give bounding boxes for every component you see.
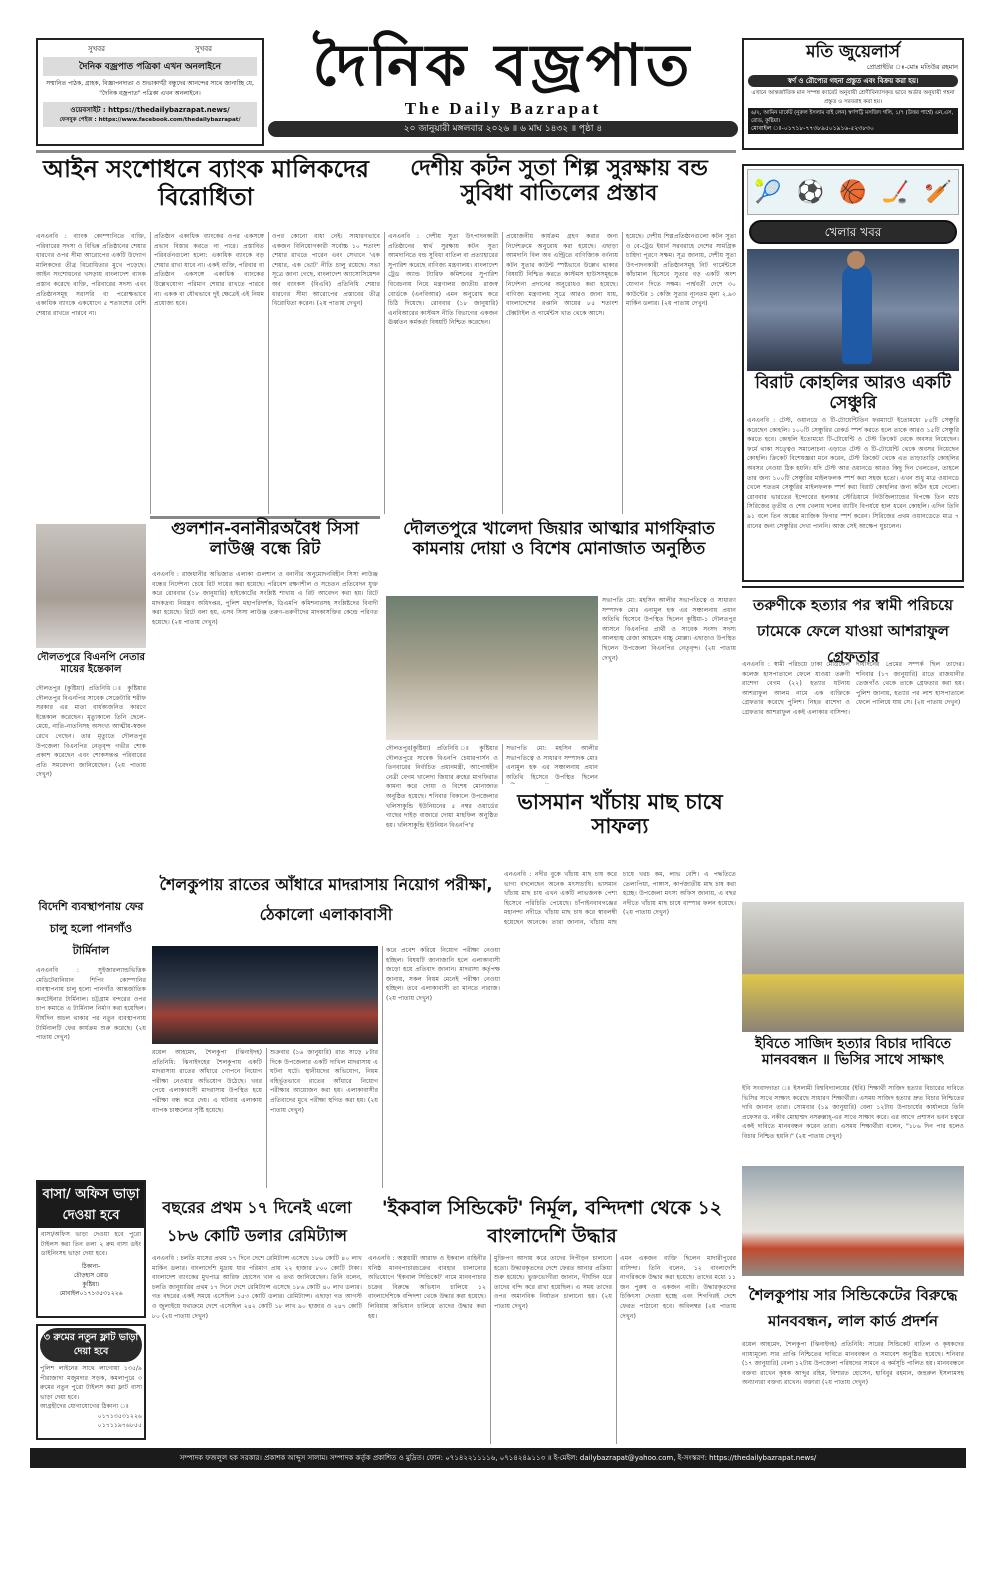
good-news-label-right: সুখবর <box>195 45 212 53</box>
flat-rent-title: ৩ রুমের নতুন ফ্লাট ভাড়া দেয়া হবে <box>40 1328 142 1362</box>
online-notice-headline: দৈনিক বজ্রপাত পত্রিকা এখন অনলাইনে <box>43 57 257 76</box>
facebook-link[interactable]: ফেসবুক পেইজ : https://www.facebook.com/thedailybazrapat/ <box>59 117 241 123</box>
madrasa-body-col3: করে প্রবেশ করিয়ে নিয়োগ পরীক্ষা নেওয়া হচ্ছিল। বিষয়টি জানাজানি হলে এলাকাবাসী জড়ো হয়ে প্রতিবাদ জানান। মাদরাসা কর্তৃপক্ষ জানায়, সকল নিয়ম মেনেই পরীক্ষা নেওয়া হচ্ছিল। তবে এলাকাবাসী তা মানতে নারাজ। (২য় পাতায় দেখুন) <box>382 946 500 1188</box>
rent-office-mobile: মোবাইল০১৭১৩৫৩১২২৬ <box>59 1290 123 1297</box>
bank-body-col1: এনএনবি : ব্যাংক কোম্পানিতে ব্যক্তি, পরিবারের সদস্য ও বিভিন্ন প্রতিষ্ঠানের শেয়ার ধারণের ওপর সীমা আরোপের একটি উদ্যোগ মালিকদের তীব্র বিরোধিতার মুখে পড়েছে। আইন সংশোধনের খসড়ায় বাংলাদেশ ব্যাংক প্রস্তাব করেছে ব্যক্তি, পরিবারের সদস্য এবং প্রতিষ্ঠানসমূহ সরাসরি বা পরোক্ষভাবে একাধিক ব্যাংকে একযোগে ৫ শতাংশের বেশি শেয়ার রাখতে পারবে না। <box>36 233 146 317</box>
flat-rent-ad <box>36 1324 146 1440</box>
flat-rent-phone-2: ০১৭১১৯৭৬৮৫৫ <box>97 1422 142 1430</box>
remittance-headline: বছরের প্রথম ১৭ দিনেই এলো ১৮৬ কোটি ডলার রেমিট্যান্স <box>162 1198 352 1245</box>
flat-rent-body: পুলিশ লাইনের সাথে লাগোয়া ১৩৫/৯ পীরাজাদা মজুমদার সড়ক, কমলাপুরে ৩ রুমের নতুন পুরো টাইলস করা ফ্লাট বাসা ভাড়া দেয়া হবে। <box>40 1365 142 1401</box>
murder-body: এনএনবি : স্বামী পরিচয়ে ঢাকা মেডিকেল কলেজ হাসপাতালে ফেলে যাওয়া তরুণী রাশেদা বেগম (২২) হত্যার ঘটনায় আশরাফুল আলম নামে এক ব্যক্তিকে গ্রেফতার করেছে পুলিশ। নিহত রাশেদা ও গ্রেফতার আশরাফুল একই এলাকার বাসিন্দা। দীর্ঘদিনের প্রেমের সম্পর্ক ছিল তাদের। শনিবার (১৭ জানুয়ারি) রাতে রাজধানীর তেজগাঁও থেকে তাকে গ্রেফতার করা হয়। পুলিশ জানায়, হত্যার পর লাশ হাসপাতালে ফেলে পালিয়ে যায় সে। (২য় পাতায় দেখুন) <box>742 661 964 716</box>
footer-imprint: সম্পাদক ফজলুল হক সরকার। প্রকাশক আব্দুস সালাম। সম্পাদক কর্তৃক প্রকাশিত ও মুদ্রিত। ফোন: ০৭১৪২২১১১১৬, ০৭১৪২৪৯১১৩ ॥ ই-মেইল: dailybazrapat@yahoo.com, ই-সংস্করণ: https://thedailybazrapat.news/ <box>179 1454 817 1462</box>
website-link[interactable]: ওয়েবসাইট : https://thedailybazrapat.news/ <box>70 106 230 114</box>
kohli-photo <box>747 249 959 371</box>
protest-photo-ib <box>742 902 964 1032</box>
doa-body-col1: দৌলতপুর(কুষ্টিয়া) প্রতিনিধি ঃ কুষ্টিয়ার দৌলতপুরে সাবেক বিএনপি চেয়ারপার্সন ও তিনবারের নির্বাচিত প্রধানমন্ত্রী, আপোষহীন নেত্রী বেগম খালেদা জিয়ার রুহের মাগফিরাত কামনা করে দোয়া ও বিশেষ মোনাজাত অনুষ্ঠিত হয়েছে। শনিবার বিকালে উপজেলার খলিসাকুন্ডি ইউনিয়নের ৫ নম্বর ওয়ার্ডের গাছের দাইড় বাজারে দোয়া মাহফিল অনুষ্ঠিত হয়। খলিসাকুন্ডি ইউনিয়ন বিএনপি'র <box>386 745 498 829</box>
bank-body-col3: ওপর কোনো বাধা নেই। সাধারণভাবে একজন বিনিয়োগকারী সর্বোচ্চ ১০ শতাংশ শেয়ার রাখতে পারেন এবং সেখানে 'এক শেয়ার, এক ভোট' নীতি চালু রয়েছে। সভা সূত্রে জানা গেছে, বাংলাদেশ অ্যাসোসিয়েশন অব ব্যাংকস (বিএবি) প্রতিনিধি শেয়ার ধারণের সীমা আরোপের প্রস্তাবের তীব্র বিরোধিতা করেন। (২য় পাতায় দেখুন) <box>268 232 380 514</box>
cotton-headline: দেশীয় কটন সুতা শিল্প সুরক্ষায় বন্ড সুবিধা বাতিলের প্রস্তাব <box>410 156 708 207</box>
panama-headline: বিদেশি ব্যবস্থাপনায় ফের চালু হলো পানগাঁও টার্মিনাল <box>38 900 144 957</box>
iqbal-body-col3: এমন একজন ব্যক্তি ছিলেন মাদারীপুরের বাসিন্দা। তিনি বলেন, ১২ বাংলাদেশি নাগরিককে উদ্ধার করা হয়েছে। তাদের মধ্যে ১১ জন পুরুষ ও একজন নারী। উদ্ধারকৃতদের চিকিৎসা দেওয়া হচ্ছে এবং শিগগিরই দেশে ফেরত পাঠানো হবে। অবিলম্বর (২য় পাতায় দেখুন) <box>616 1254 736 1444</box>
jewellers-body: এখানে আন্তর্জাতিক মান সম্পন্ন ক্যারেট অনুযায়ী শ্রেণীবিন্যাসকৃত ভাবে অর্ডার অনুযায়ী গহনা প্রস্তুত ও সরবরাহ করা হয়। <box>751 90 955 105</box>
ivc-body: ইবি সংবাদদাতা ঃ ইসলামী বিশ্ববিদ্যালয়ের (ইবি) শিক্ষার্থী সাজিদ হত্যার বিচারের দাবিতে ভিসির সাথে সাক্ষাৎ করেছে সাধারণ শিক্ষার্থীরা। এসময় সাজিদ হত্যার দ্রুত বিচার নিশ্চিতের দাবি জানান তারা। সোমবার (১৯ জানুয়ারি) বেলা ১২টায় উপাচার্যের কার্যালয়ে তিনি প্রফেসর ড. নকীব মোহাম্মদ নসরুল্লাহ্-এর সাথে সাক্ষাৎ করে। এর আগে প্রশাসন ভবন চত্বরে একই দাবিতে মানববন্ধন করেন তারা। এসময় শিক্ষার্থীরা বলেন, "১৮৬ দিন পার হলেও বিচার নিশ্চিত হয়নি।" (২য় পাতায় দেখুন) <box>742 1085 964 1140</box>
doa-headline: দৌলতপুরে খালেদা জিয়ার আত্মার মাগফিরাত কামনায় দোয়া ও বিশেষ মোনাজাত অনুষ্ঠিত <box>403 519 715 559</box>
remittance-body: এনএনবি : চলতি মাসের প্রথম ১৭ দিনে দেশে রেমিট্যান্স এসেছে ১৮৬ কোটি ৪০ লাখ মার্কিন ডলার। বাংলাদেশি মুদ্রায় যার পরিমাণ প্রায় ২২ হাজার ৮০০ কোটি টাকা। বাংলাদেশ ব্যাংকের মুখপাত্র আরিফ হোসেন খান এ তথ্য জানিয়েছেন। তিনি বলেন, চলতি জানুয়ারির প্রথম ১৭ দিনে দেশে রেমিট্যান্স এসেছে ১৮৬ কোটি ৪০ লাখ ডলার। গত বছরের একই সময়ে এসেছিল ১৫৩ কোটি ডলার। রেমিট্যান্স। এছাড়া গত আগস্ট ও জুলাইয়ে যথাক্রমে দেশে এসেছিল ২৪২ কোটি ১৮ লাখ ৯০ হাজার ও ২৪৭ কোটি ৮০ (২য় পাতায় দেখুন) <box>152 1255 362 1320</box>
cotton-body-col1: এনএনবি : দেশীয় সুতা উৎপাদনকারী প্রতিষ্ঠানের স্বার্থ সুরক্ষায় কটন সুতা আমদানিতে বন্ড সুবিধা বাতিল বা প্রত্যাহারের সুপারিশ করেছে বাণিজ্য মন্ত্রণালয়। বাংলাদেশ ট্রেড অ্যান্ড ট্যারিফ কমিশনের সুপারিশ বিবেচনায় নিয়ে মন্ত্রণালয় জাতীয় রাজস্ব বোর্ডকে (এনবিআর) এমন অনুরোধ করে চিঠি দিয়েছে। রোববার (১৮ জানুয়ারি) এনবিআরের কাস্টমস নীতি বিভাগের একজন ঊর্ধ্বতন কর্মকর্তা বিষয়টি নিশ্চিত করেছেন। <box>384 232 498 514</box>
cotton-body-col2: প্রয়োজনীয় কার্যক্রম গ্রহণ করার জন্য নির্দেশক্রমে অনুরোধ করা হয়েছে। এছাড়া আমদানি বিল অব এন্ট্রিতে বাণিজ্যিক বর্ণনায় কটন সুতার কাউন্ট স্পষ্টভাবে উল্লেখ থাকার বিষয়টি নিশ্চিত করতে কাস্টমস হাউসসমূহকে নির্দেশনা প্রদানের অনুরোধও করা হয়েছে। বাণিজ্য মন্ত্রণালয় সূত্রে আরও জানা যায়, বাংলাদেশের রপ্তানি আয়ের ৮৫ শতাংশ টেক্সটাইল ও গার্মেন্টস খাত থেকে আসে। <box>502 232 618 514</box>
jewellers-name: মতি জুয়েলার্স <box>806 42 900 62</box>
tennis-icon: 🎾 <box>754 179 782 205</box>
ivc-headline: ইবিতে সাজিদ হত্যার বিচার দাবিতে মানববন্ধন ॥ ভিসির সাথে সাক্ষাৎ <box>754 1036 952 1069</box>
rent-office-body: বাসা/অফিস ভাড়া দেওয়া হবে পুরো টাইলস করা তিন তলা ২ রুম বাসা ডইং ডাইনিংসহ ভাড়া দেয়া হবে। <box>41 1231 141 1258</box>
jewellers-mobile: মোবাইল ঃ-০১৭১৮-৭৭৩৮৯৫০১৯১৬-৫২৩৮৩০ <box>751 125 874 132</box>
jewellers-address: ৬/২, আমিন মার্কেট (নুরুল ইসলাম বাই লেন) স্বর্ণপট্টি মসজিদ গলি, ১/৭ (উত্তর পার্শ্বে) এন,এস, রোড, কুষ্টিয়া। <box>751 110 954 124</box>
online-notice-box <box>36 38 264 146</box>
masthead-title-bn: দৈনিক বজ্রপাত <box>312 31 694 99</box>
jewellers-proprietor: প্রোপ্রাইটর ঃ-মোঃ মতিউর রহমান <box>866 63 958 71</box>
doa-body-col2: সভাপতি মো: মহসিন আলীর সভাপতিত্বে ও সাধারণ সম্পাদক মোঃ এনামুল হক এর সঞ্চালনায় প্রধান অতিথি হিসেবে উপস্থিত ছিলেন <box>502 744 598 784</box>
doa-body-col3: সভাপতি মো: মহসিন আলীর সভাপতিত্বে ও সাধারণ সম্পাদক মোঃ এনামুল হক এর সঞ্চালনায় প্রধান অতিথি হিসেবে উপস্থিত ছিলেন কুষ্টিয়া-১ দৌলতপুর আসনে বিএনপির প্রার্থী ও সাবেক সংসদ সদস্য আলহাজ্ব রেজা আহমেদ বাচ্চু মোল্লা। এছাড়াও উপস্থিত ছিলেন উপজেলা বিএনপির নেতৃবৃন্দ। (২য় পাতায় দেখুন) <box>602 597 736 662</box>
obituary-photo <box>36 524 146 648</box>
rent-office-address-1: চৌড়হাস রোড <box>73 1272 109 1279</box>
player-figure <box>842 264 872 364</box>
sports-section-label: খেলার খবর <box>749 220 957 244</box>
obituary-body: দৌলতপুর (কুষ্টিয়া) প্রতিনিধি ঃ কুষ্টিয়ার দৌলতপুর বিএনপির সাবেক সেক্রেটারি শরীফ সরকার এর মাতা বার্ধক্যজনিত কারণে ইন্তেকাল করেছেন। মৃত্যুকালে তিনি ছেলে-মেয়ে, নাতি-নাতনিসহ অসংখ্য আত্মীয়-স্বজন রেখে গেছেন। তার মৃত্যুতে দৌলতপুর উপজেলা বিএনপির নেতৃবৃন্দ গভীর শোক প্রকাশ করেছেন এবং শোকসন্তপ্ত পরিবারের প্রতি সমবেদনা জানিয়েছেন। (২য় পাতায় দেখুন) <box>36 685 146 779</box>
header-rule <box>36 150 736 153</box>
jewellers-ad <box>742 38 964 150</box>
sports-section <box>742 164 964 582</box>
madrasa-photo <box>152 946 378 1044</box>
kohli-headline: বিরাট কোহলির আরও একটি সেঞ্চুরি <box>755 373 951 413</box>
basketball-icon: 🏀 <box>839 179 867 205</box>
kohli-body: এনএনবি : টেস্ট, ওয়ানডে ও টি-টোয়েন্টিতিন ফরম্যাটে ইতোমধ্যে ৮৫টি সেঞ্চুরি করেছেন কোহলি। ১০০টি সেঞ্চুরির রেকর্ড স্পর্শ করতে হলে তাকে আরও ১৫টি সেঞ্চুরি করতে হবে। কোহলি ইতোমধ্যে টি-টোয়েন্টি ও টেস্ট ক্রিকেট থেকে অবসর নিয়েছেন। ফর্মে থাকা সত্ত্বেও সমালোচনা এড়াতে টেস্ট ও টি-টোয়েন্টি থেকে অবসর নিয়েছেন কোহলি। ক্রিকেট বিশেষজ্ঞরা মনে করেন, টেস্ট ক্রিকেট থেকে এত তাড়াতাড়ি কোহলির অবসর নেওয়া ঠিক হয়নি। যদি টেস্ট আর ওয়ানডে আরও কিছু দিন খেলতেন, তাহলে তার জন্য ১০০টি সেঞ্চুরির মাইলফলক স্পর্শ করা সহজ হতো। এখন শুধু মাত্র ওয়ানডে খেলে শততম সেঞ্চুরির মাইলফলক স্পর্শ করা বিরাট কোহলির জন্য কঠিন হয়ে গেলো। রোববার ভারতের ইন্দোরের হলকার স্টেডিয়ামে নিউজিল্যান্ডের বিপক্ষে তিন ম্যাচ সিরিজের তৃতীয় ও শেষ খেলায় দলের ব্যাটিং বিপর্যয়ে হাল ধরেন কোহলি। এদিন তিনি ৯১ বলে তিন অঙ্কের ম্যাজিক ফিগার স্পর্শ করেন। সিরিজের প্রথম ওয়ানডেতে মাত্র ৭ রানের জন্য সেঞ্চুরির দেখা পাননি। আজ সেই আক্ষেপ ঘুচালেন। <box>747 417 959 530</box>
shisha-body: এনএনবি : রাজধানীর অভিজাত এলাকা গুলশান ও বনানীর অনুমোদনবিহীন সিসা লাউঞ্জ বন্ধের নির্দেশনা চেয়ে রিট দায়ের করা হয়েছে। পরিবেশ রক্ষণশীল ও সচেতন প্রতিবেদন যুক্ত করে রোববার (১৮ জানুয়ারি) হাইকোর্টের সংশ্লিষ্ট শাখায় এ রিট আবেদন করা হয়। রিটে মাদকদ্রব্য নিয়ন্ত্রণ অধিদপ্তর, পুলিশ মহাপরিদর্শক, ডিএমপি কমিশনারসহ সংশ্লিষ্টদের বিবাদী করা হয়েছে। রিটে বলা হয়, এসব সিসা লাউঞ্জ তরুণ-তরুণীদের মাদকাসক্তির কেন্দ্রে পরিণত হয়েছে। (২য় পাতায় দেখুন) <box>152 571 378 626</box>
bank-headline: আইন সংশোধনে ব্যাংক মালিকদের বিরোধিতা <box>43 155 369 211</box>
cotton-body-col3: হয়েছে। দেশীয় শিল্পপ্রতিষ্ঠানগুলো কটন সুতা ও বে-ট্রেড ইয়ার্ন সরবরাহে দেশের সামগ্রিক চাহিদা পূরণে সক্ষম। সূত্র জানায়, দেশীয় সুতা উৎপাদনকারী প্রতিষ্ঠানসমূহ নিট গার্মেন্টসে কাঁচামাল হিসেবে সুতার বড় একটি অংশ যোগান দিতে সক্ষম। পার্শ্ববর্তী দেশে ৩০ কাউন্টের ১ কেজি সুতার ন্যূনতম মূল্য ২.৯৩ মার্কিন ডলার। (২য় পাতায় দেখুন) <box>622 232 736 514</box>
iqbal-headline: 'ইকবাল সিন্ডিকেট' নির্মূল, বন্দিদশা থেকে ১২ বাংলাদেশি উদ্ধার <box>381 1197 723 1247</box>
footer-imprint-bar <box>30 1448 966 1468</box>
rent-office-address-2: কুষ্টিয়া। <box>82 1281 100 1288</box>
football-icon: ⚽ <box>796 179 825 205</box>
jewellers-tagline: স্বর্ণ ও রৌপ্যের গহনা প্রস্তুত এবং বিক্রয় করা হয়। <box>748 75 958 87</box>
rent-office-ad <box>36 1180 146 1318</box>
rent-office-title: বাসা/ অফিস ভাড়া দেওয়া হবে <box>38 1182 144 1228</box>
rent-office-address-label: ঠিকানা- <box>81 1263 101 1270</box>
dateline: ২০ জানুয়ারী মঙ্গলবার ২০২৬ ॥ ৬ মাঘ ১৪৩২ ॥ পৃষ্ঠা ৪ <box>268 121 738 137</box>
fertilizer-body: রয়েল আহমেদ, শৈলকুপা (ঝিনাইদহ) প্রতিনিধি: সারের সিন্ডিকেট বাতিল ও কৃষকদের ন্যায্যমূল্যে সার প্রাপ্তি নিশ্চিতের দাবিতে মানববন্ধন ও সমাবেশ অনুষ্ঠিত হয়েছে। শনিবার (১৭ জানুয়ারি) বেলা ১২টায় উপজেলা পরিষদের সামনে এ কর্মসূচি পালিত হয়। মানববন্ধনে বক্তব্য রাখেন কৃষক আব্দুর রহিম, বিশারত হোসেন, হাবিবুর রহমান, জহুরুল ইসলামসহ অন্যান্যরা বক্তব্য রাখেন। বক্তারা (২য় পাতায় দেখুন) <box>742 1341 964 1387</box>
cricket-icon: 🏏 <box>924 179 952 205</box>
shisha-headline: গুলশান-বনানীরঅবৈধ সিসা লাউঞ্জ বন্ধে রিট <box>171 519 359 559</box>
hockey-icon: 🏒 <box>881 179 910 205</box>
bank-body-col2: প্রতিষ্ঠান একাধিক ব্যাংকের ওপর একসঙ্গে প্রভাব বিস্তার করতে না পারে। প্রস্তাবিত পরিবর্তনগুলো হলো: একাধিক ব্যাংকে বড় শেয়ার রাখা যাবে না। একই ব্যক্তি, পরিবার বা প্রতিষ্ঠান একসঙ্গে একাধিক ব্যাংকের উল্লেখযোগ্য পরিমাণ শেয়ার রাখতে পারবে না। একক বা যৌথভাবে দুই ক্ষেত্রেই এই নিয়ম প্রযোজ্য হবে। <box>150 232 264 514</box>
player-head <box>847 251 865 269</box>
fertilizer-protest-photo <box>742 1166 964 1276</box>
online-notice-body: সম্মানিত পাঠক, গ্রাহক, বিজ্ঞাপনদাতা ও শুভাকাঙ্খী বন্ধুদের আনন্দের সাথে জানাচ্ছি যে, "দৈনিক বজ্রপাত" পত্রিকা এখন অনলাইনে। <box>46 80 254 97</box>
masthead-title-en: The Daily Bazrapat <box>404 99 602 118</box>
fish-body: এনএনবি : নদীর বুকে খাঁচায় মাছ চাষ করে ভাগ্য বদলেছেন অনেক মৎস্যচাষি। ভাসমান খাঁচায় মাছ চাষ এখন একটি লাভজনক পেশা হিসেবে পরিচিতি পেয়েছে। চাঁপাইনবাবগঞ্জের মহানন্দা নদীতে খাঁচায় মাছ চাষ করে স্বাবলম্বী হয়েছেন অনেকে। তারা জানান, খাঁচায় মাছ চাষে খরচ কম, লাভ বেশি। এ পদ্ধতিতে তেলাপিয়া, পাঙ্গাস, কার্পজাতীয় মাছ চাষ করা হচ্ছে। উপজেলা মৎস্য অফিস জানায়, এ বছর নদীতে খাঁচায় মাছ চাষে বাম্পার ফলন হয়েছে। (২য় পাতায় দেখুন) <box>504 871 736 926</box>
murder-headline: তরুণীকে হত্যার পর স্বামী পরিচয়ে ঢামেকে ফেলে যাওয়া আশরাফুল গ্রেফতার <box>753 596 953 666</box>
doa-photo <box>386 596 598 740</box>
fertilizer-headline: শৈলকুপায় সার সিন্ডিকেটের বিরুদ্ধে মানববন্ধন, লাল কার্ড প্রদর্শন <box>748 1286 958 1330</box>
madrasa-body-col1: রয়েল আহমেদ, শৈলকুপা (ঝিনাইদহ) প্রতিনিধি: ঝিনাইদহের শৈলকুপায় একটি মাদরাসায় রাতের আঁধারে গোপনে নিয়োগ পরীক্ষা নেওয়ার অভিযোগ উঠেছে। খবর পেয়ে এলাকাবাসী মাদরাসায় উপস্থিত হয়ে পরীক্ষা বন্ধ করে দেয়। এ ঘটনায় এলাকায় ব্যাপক চাঞ্চল্যের সৃষ্টি হয়েছে। <box>152 1049 262 1114</box>
obituary-headline: দৌলতপুরে বিএনপি নেতার মায়ের ইন্তেকাল <box>37 652 145 675</box>
murder-top-rule <box>742 586 964 588</box>
iqbal-body-col1: এনএনবি : অস্ত্রধারী আরাফ ও ইকবাল বাহিনীর ঘনিষ্ঠ মানবপাচারচক্রের ব্যবহার চালানোর অভিযোগে 'ইকবাল সিন্ডিকেট' নামে মানবপাচার চক্রের বিরুদ্ধে অভিযান চালিয়ে ১২ বাংলাদেশিকে বন্দিদশা থেকে উদ্ধার করা হয়েছে। লিবিয়ায় অভিযান চালিয়ে তাদের উদ্ধার করা হয়। <box>368 1255 486 1320</box>
madrasa-headline: শৈলকুপায় রাতের আঁধারে মাদরাসায় নিয়োগ পরীক্ষা, ঠেকালো এলাকাবাসী <box>159 875 493 924</box>
madrasa-body-col2: শুক্রবার (১৬ জানুয়ারি) রাত সাড়ে ৮টার দিকে উপজেলার একটি দাখিল মাদরাসায় এ ঘটনা ঘটে। স্থানীয়দের অভিযোগ, নিয়ম বহির্ভূতভাবে রাতের আঁধারে নিয়োগ পরীক্ষার আয়োজন করা হয়। এলাকাবাসীর প্রতিবাদের মুখে পরীক্ষা স্থগিত করা হয়। (২য় পাতায় দেখুন) <box>266 1048 378 1188</box>
iqbal-body-col2: মুক্তিপণ আদায় করে তাদের নিপীড়ন চালানো হতো। উদ্ধারকৃতদের দেশে ফেরত আনার প্রক্রিয়া শুরু হয়েছে। ভুক্তভোগীরা জানান, দীর্ঘদিন ধরে তাদের বন্দি করে রাখা হয়েছিল। এ সময় তাদের ওপর অমানবিক নির্যাতন চালানো হয়। (২য় পাতায় দেখুন) <box>490 1254 612 1444</box>
good-news-label-left: সুখবর <box>88 45 105 53</box>
flat-rent-contact-label: আগ্রহীদের যোগাযোগের ঠিকানা ঃ <box>40 1403 129 1410</box>
flat-rent-phone-1: ০১৭১৩৫৩১২২৬ <box>97 1412 142 1420</box>
fish-headline: ভাসমান খাঁচায় মাছ চাষে সাফল্য <box>517 790 723 839</box>
sports-clipart-strip <box>747 169 959 215</box>
panama-body: এনএনবি : সুইজারল্যান্ডভিত্তিক মেডিটেরানিয়ান শিপিং কোম্পানির ব্যবস্থাপনায় চালু হলো পানগাঁও আন্তর্জাতিক কনটেইনার টার্মিনাল। চট্টগ্রাম বন্দরের ওপর চাপ কমাতে এ টার্মিনাল নির্মাণ করা হয়েছিল। দীর্ঘদিন অচল থাকার পর নতুন ব্যবস্থাপনায় টার্মিনালটি ফের কার্যক্রম শুরু করেছে। (২য় পাতায় দেখুন) <box>36 967 146 1042</box>
masthead <box>268 30 738 148</box>
